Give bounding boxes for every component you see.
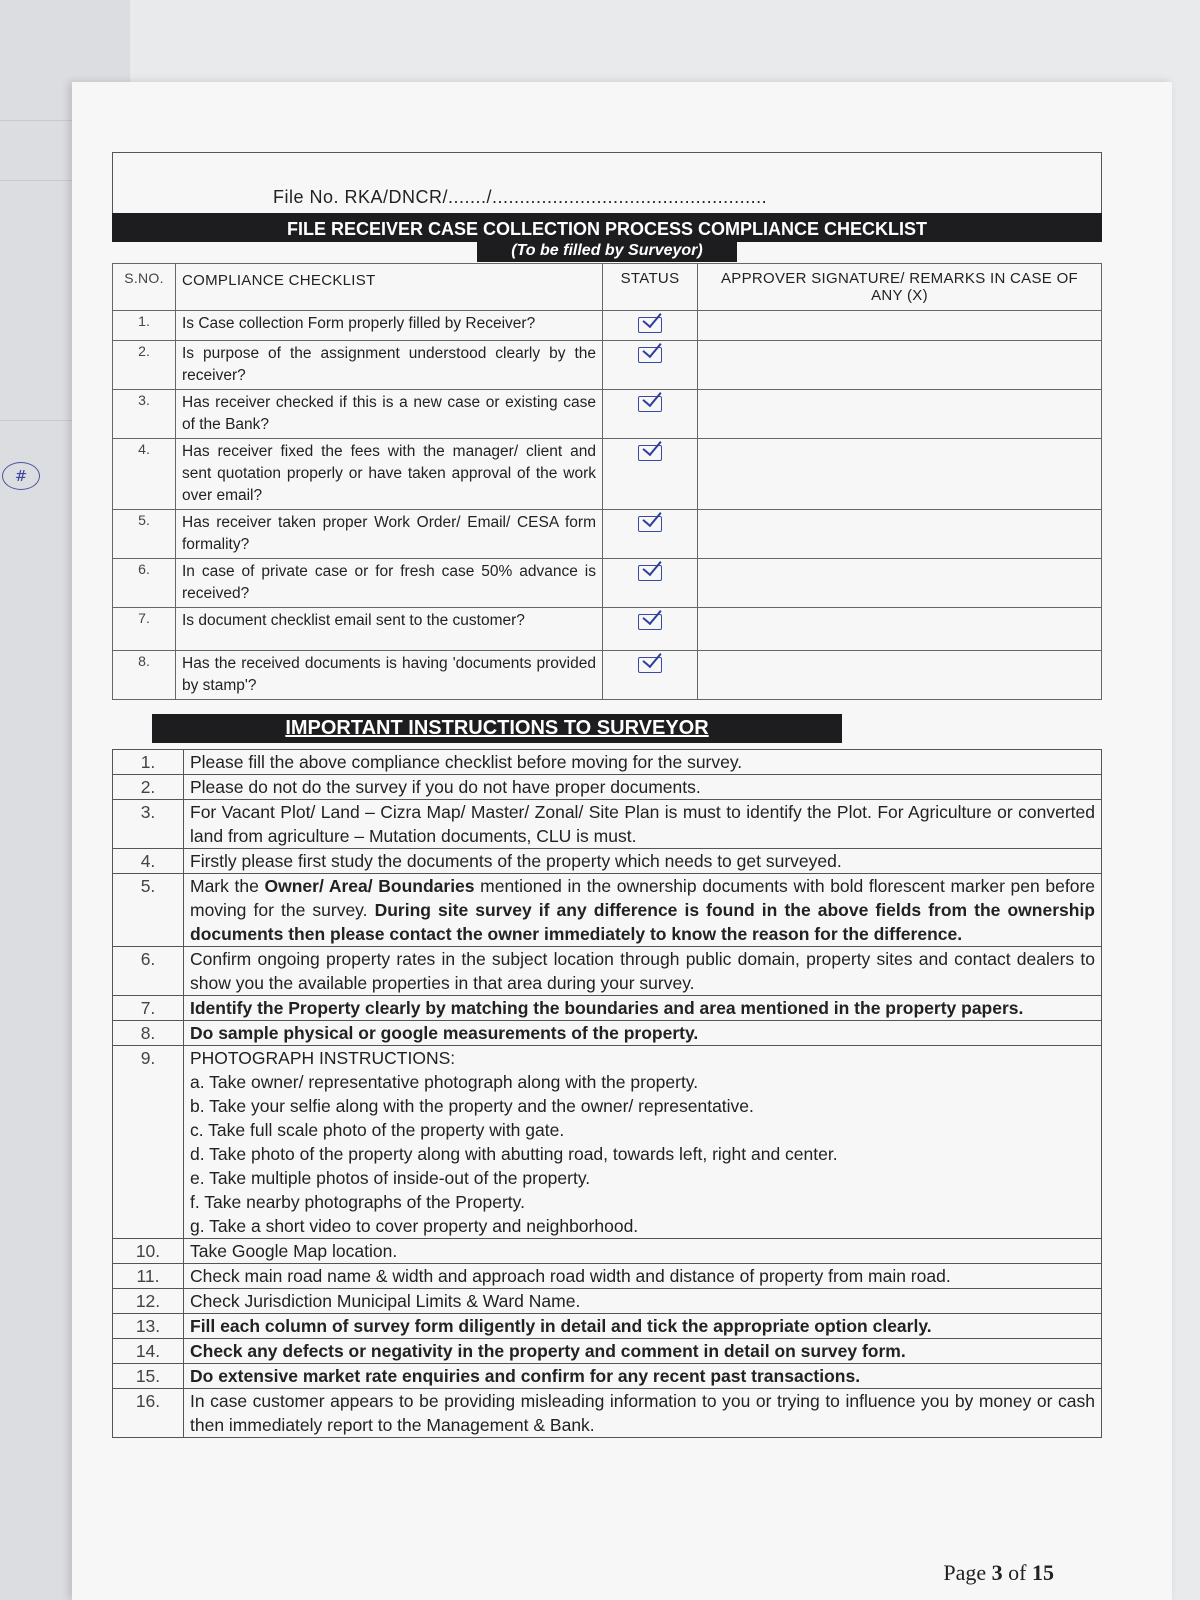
checkmark-icon: [638, 657, 662, 673]
remarks-cell[interactable]: [698, 439, 1102, 510]
checkmark-icon: [638, 516, 662, 532]
instruction-number: 13.: [113, 1314, 184, 1339]
row-sno: 7.: [113, 608, 176, 651]
row-question: Has receiver taken proper Work Order/ Email/ CESA form formality?: [176, 510, 603, 559]
row-question: In case of private case or for fresh case 50% advance is received?: [176, 559, 603, 608]
status-cell[interactable]: [603, 341, 698, 390]
checkmark-icon: [638, 347, 662, 363]
page-number: [943, 1560, 1054, 1586]
instruction-row: [113, 1314, 1102, 1339]
table-row: [113, 559, 1102, 608]
instruction-text: Check main road name & width and approach road width and distance of property from main road.: [184, 1264, 1102, 1289]
photo-instruction-item: c. Take full scale photo of the property with gate.: [190, 1120, 565, 1140]
instruction-number: 10.: [113, 1239, 184, 1264]
instructions-title: IMPORTANT INSTRUCTIONS TO SURVEYOR: [285, 717, 709, 739]
checkmark-icon: [638, 317, 662, 333]
instruction-text: Fill each column of survey form diligently in detail and tick the appropriate option clearly.: [184, 1314, 1102, 1339]
instruction-row: [113, 947, 1102, 996]
page-content: [112, 152, 1102, 1438]
remarks-cell[interactable]: [698, 608, 1102, 651]
instruction-text: Take Google Map location.: [184, 1239, 1102, 1264]
instruction-row: [113, 1239, 1102, 1264]
header-checklist: COMPLIANCE CHECKLIST: [176, 264, 603, 311]
header-sno: S.NO.: [113, 264, 176, 311]
instruction-text-bold: Owner/ Area/ Boundaries: [264, 876, 475, 896]
instruction-number: 15.: [113, 1364, 184, 1389]
photo-instruction-item: b. Take your selfie along with the property and the owner/ representative.: [190, 1096, 754, 1116]
instruction-text: Do sample physical or google measurements of the property.: [184, 1021, 1102, 1046]
page-label: Page: [943, 1560, 992, 1585]
photo-instruction-item: a. Take owner/ representative photograph along with the property.: [190, 1072, 699, 1092]
handwritten-mark: #: [2, 462, 40, 490]
status-cell[interactable]: [603, 390, 698, 439]
remarks-cell[interactable]: [698, 651, 1102, 700]
photo-instruction-item: d. Take photo of the property along with abutting road, towards left, right and center.: [190, 1144, 838, 1164]
table-row: [113, 510, 1102, 559]
checklist-title: FILE RECEIVER CASE COLLECTION PROCESS COMPLIANCE CHECKLIST: [286, 219, 928, 239]
instruction-row: [113, 1264, 1102, 1289]
remarks-cell[interactable]: [698, 311, 1102, 341]
instruction-text: [184, 874, 1102, 947]
table-row: [113, 311, 1102, 341]
instruction-row: [113, 1389, 1102, 1438]
row-sno: 6.: [113, 559, 176, 608]
instruction-text: For Vacant Plot/ Land – Cizra Map/ Master/ Zonal/ Site Plan is must to identify the Plot. For Agriculture or converted land from agriculture – Mutation documents, CLU is must.: [184, 800, 1102, 849]
instruction-row: [113, 1021, 1102, 1046]
remarks-cell[interactable]: [698, 341, 1102, 390]
table-row: [113, 341, 1102, 390]
instruction-text-bold: During site survey if any difference is found in the above fields from the ownership documents then please contact the owner immediately to know the reason for the difference.: [190, 900, 1095, 944]
instruction-text: Firstly please first study the documents of the property which needs to get surveyed.: [184, 849, 1102, 874]
instruction-text-part: mentioned in the ownership documents with bold florescent marker pen before moving for the survey.: [190, 876, 1096, 920]
file-number: File No. RKA/DNCR/......./..................................................: [273, 187, 768, 207]
remarks-cell[interactable]: [698, 559, 1102, 608]
row-question: Has receiver checked if this is a new case or existing case of the Bank?: [176, 390, 603, 439]
header-remarks: APPROVER SIGNATURE/ REMARKS IN CASE OF ANY (X): [698, 264, 1102, 311]
status-cell[interactable]: [603, 311, 698, 341]
instruction-number: 7.: [113, 996, 184, 1021]
file-number-box: [112, 152, 1102, 213]
remarks-cell[interactable]: [698, 510, 1102, 559]
row-question: Is document checklist email sent to the customer?: [176, 608, 603, 651]
status-cell[interactable]: [603, 651, 698, 700]
photo-instruction-item: g. Take a short video to cover property and neighborhood.: [190, 1216, 639, 1236]
instructions-table: [112, 749, 1102, 1438]
instruction-row: [113, 1046, 1102, 1239]
row-sno: 2.: [113, 341, 176, 390]
page-of-label: of: [1002, 1560, 1032, 1585]
instruction-row: [113, 800, 1102, 849]
instruction-text: Please do not do the survey if you do not have proper documents.: [184, 775, 1102, 800]
instruction-row: [113, 775, 1102, 800]
page-current: 3: [991, 1560, 1003, 1585]
instruction-row: [113, 849, 1102, 874]
instruction-number: 16.: [113, 1389, 184, 1438]
instruction-row: [113, 874, 1102, 947]
page-total: 15: [1032, 1560, 1054, 1585]
row-sno: 8.: [113, 651, 176, 700]
instruction-number: 12.: [113, 1289, 184, 1314]
photo-instructions-heading: PHOTOGRAPH INSTRUCTIONS:: [190, 1048, 456, 1068]
instruction-row: [113, 1339, 1102, 1364]
row-sno: 1.: [113, 311, 176, 341]
row-question: Is Case collection Form properly filled by Receiver?: [176, 311, 603, 341]
checklist-subtitle: (To be filled by Surveyor): [477, 241, 737, 262]
instruction-number: 4.: [113, 849, 184, 874]
instruction-text: Identify the Property clearly by matching the boundaries and area mentioned in the property papers.: [184, 996, 1102, 1021]
table-row: [113, 439, 1102, 510]
instruction-text: [184, 1046, 1102, 1239]
instruction-text: Check Jurisdiction Municipal Limits & Ward Name.: [184, 1289, 1102, 1314]
checkmark-icon: [638, 565, 662, 581]
instructions-title-bar: [152, 714, 842, 743]
row-sno: 4.: [113, 439, 176, 510]
checkmark-icon: [638, 445, 662, 461]
photo-instruction-item: f. Take nearby photographs of the Property.: [190, 1192, 525, 1212]
instruction-text: In case customer appears to be providing misleading information to you or trying to influence you by money or cash then immediately report to the Management & Bank.: [184, 1389, 1102, 1438]
status-cell[interactable]: [603, 510, 698, 559]
table-row: [113, 651, 1102, 700]
instruction-row: [113, 1364, 1102, 1389]
instruction-text: Confirm ongoing property rates in the subject location through public domain, property sites and contact dealers to show you the available properties in that area during your survey.: [184, 947, 1102, 996]
instruction-text-part: Mark the: [190, 876, 265, 896]
compliance-checklist-table: [112, 263, 1102, 700]
status-cell[interactable]: [603, 608, 698, 651]
instruction-number: 11.: [113, 1264, 184, 1289]
instruction-number: 9.: [113, 1046, 184, 1239]
document-page: [72, 82, 1172, 1600]
instruction-number: 5.: [113, 874, 184, 947]
instruction-row: [113, 1289, 1102, 1314]
checkmark-icon: [638, 396, 662, 412]
status-cell[interactable]: [603, 559, 698, 608]
instruction-number: 8.: [113, 1021, 184, 1046]
instruction-text: Do extensive market rate enquiries and confirm for any recent past transactions.: [184, 1364, 1102, 1389]
instruction-text: Check any defects or negativity in the property and comment in detail on survey form.: [184, 1339, 1102, 1364]
checkmark-icon: [638, 614, 662, 630]
status-cell[interactable]: [603, 439, 698, 510]
row-question: Has the received documents is having 'documents provided by stamp'?: [176, 651, 603, 700]
instruction-number: 14.: [113, 1339, 184, 1364]
photo-instruction-item: e. Take multiple photos of inside-out of the property.: [190, 1168, 591, 1188]
instruction-number: 1.: [113, 750, 184, 775]
checklist-title-bar: [112, 213, 1102, 242]
table-header-row: [113, 264, 1102, 311]
row-sno: 3.: [113, 390, 176, 439]
row-sno: 5.: [113, 510, 176, 559]
table-row: [113, 390, 1102, 439]
instruction-number: 3.: [113, 800, 184, 849]
instruction-row: [113, 750, 1102, 775]
row-question: Is purpose of the assignment understood clearly by the receiver?: [176, 341, 603, 390]
table-row: [113, 608, 1102, 651]
instruction-number: 2.: [113, 775, 184, 800]
header-status: STATUS: [603, 264, 698, 311]
instruction-number: 6.: [113, 947, 184, 996]
remarks-cell[interactable]: [698, 390, 1102, 439]
instruction-row: [113, 996, 1102, 1021]
instruction-text: Please fill the above compliance checklist before moving for the survey.: [184, 750, 1102, 775]
row-question: Has receiver fixed the fees with the manager/ client and sent quotation properly or have taken approval of the work over email?: [176, 439, 603, 510]
